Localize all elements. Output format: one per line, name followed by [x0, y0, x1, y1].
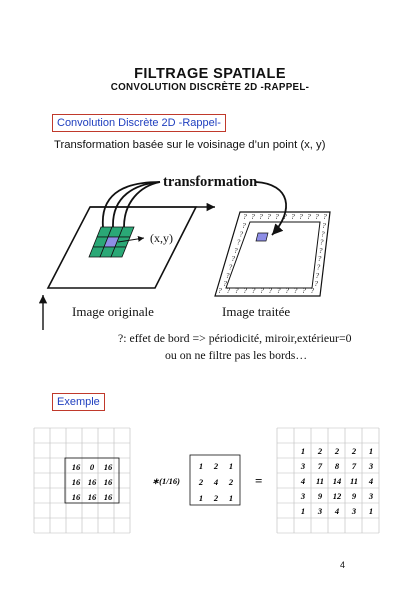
question-mark: ?: [259, 212, 263, 221]
page-number: 4: [340, 560, 346, 570]
question-mark: ?: [307, 212, 311, 221]
question-mark: ?: [243, 286, 247, 295]
matrix-cell: 1: [198, 461, 204, 471]
point-label: (x,y): [150, 231, 173, 245]
example-heading: Exemple: [52, 393, 105, 411]
question-mark: ?: [236, 237, 241, 247]
question-mark: ?: [251, 286, 256, 295]
question-mark: ?: [228, 262, 233, 272]
matrix-cell: 16: [103, 477, 113, 487]
processed-point: [256, 233, 268, 241]
question-mark: ?: [320, 229, 325, 239]
matrix-cell: 16: [87, 477, 97, 487]
matrix-cell: 16: [87, 492, 97, 502]
question-mark: ?: [299, 212, 303, 221]
matrix-cell: 2: [198, 477, 204, 487]
processed-image-label: Image traitée: [222, 304, 291, 319]
matrix-cell: 3: [368, 491, 374, 501]
question-mark: ?: [319, 237, 324, 247]
question-mark: ?: [268, 286, 273, 295]
matrix-cell: 1: [228, 493, 234, 503]
matrix-cell: 14: [332, 476, 342, 486]
question-mark: ?: [243, 212, 247, 221]
matrix-cell: 2: [213, 493, 219, 503]
equals-sign: =: [255, 473, 263, 488]
matrix-cell: 16: [71, 492, 81, 502]
question-mark: ?: [251, 212, 255, 221]
matrix-cell: 3: [351, 506, 357, 516]
kernel-matrix: [198, 461, 234, 503]
question-mark: ?: [276, 286, 281, 295]
example-figure: [0, 420, 420, 545]
section-heading: Convolution Discrète 2D -Rappel-: [52, 114, 226, 132]
matrix-cell: 8: [334, 461, 340, 471]
question-mark: ?: [283, 212, 287, 221]
matrix-cell: 3: [368, 461, 374, 471]
matrix-cell: 7: [351, 461, 357, 471]
transform-curve-2: [113, 182, 160, 227]
matrix-cell: 1: [198, 493, 204, 503]
matrix-cell: 4: [334, 506, 340, 516]
page-subtitle: CONVOLUTION DISCRÈTE 2D -RAPPEL-: [110, 82, 310, 93]
transform-curve-1: [103, 182, 160, 227]
output-grid: [277, 428, 379, 533]
matrix-cell: 9: [317, 491, 323, 501]
question-mark: ?: [260, 286, 264, 295]
matrix-cell: 9: [351, 491, 357, 501]
question-mark: ?: [314, 279, 319, 289]
question-mark: ?: [317, 254, 322, 264]
edge-effect-note: ?: effet de bord => périodicité, miroir,extérieur=0: [118, 331, 352, 345]
matrix-cell: 0: [89, 462, 95, 472]
question-mark: ?: [239, 229, 244, 239]
convolution-operator: ∗(1/16): [152, 476, 180, 486]
input-matrix: [72, 462, 113, 502]
matrix-cell: 16: [71, 477, 81, 487]
question-mark: ?: [291, 212, 295, 221]
question-mark: ?: [234, 286, 239, 295]
matrix-cell: 7: [317, 461, 323, 471]
question-mark: ?: [223, 279, 227, 289]
matrix-cell: 16: [103, 492, 113, 502]
input-grid: [34, 428, 130, 533]
intro-text: Transformation basée sur le voisinage d’un point (x, y): [54, 139, 326, 151]
question-mark: ?: [226, 286, 231, 295]
matrix-cell: 3: [300, 461, 306, 471]
matrix-cell: 2: [334, 446, 340, 456]
question-mark: ?: [225, 270, 230, 280]
transformation-label: transformation: [163, 174, 258, 190]
matrix-cell: 2: [351, 446, 357, 456]
matrix-cell: 2: [317, 446, 323, 456]
matrix-cell: 11: [315, 476, 325, 486]
question-mark: ?: [231, 254, 235, 264]
question-mark: ?: [285, 286, 289, 295]
matrix-cell: 12: [332, 491, 342, 501]
question-mark: ?: [310, 286, 315, 295]
question-mark: ?: [302, 286, 306, 295]
matrix-cell: 4: [213, 477, 219, 487]
edge-question-marks: [218, 212, 327, 295]
matrix-cell: 1: [368, 446, 374, 456]
original-image-label: Image originale: [72, 304, 154, 319]
page-title: FILTRAGE SPATIALE: [134, 66, 286, 82]
question-mark: ?: [242, 221, 246, 230]
matrix-cell: 4: [368, 476, 374, 486]
question-mark: ?: [315, 270, 320, 280]
matrix-cell: 4: [300, 476, 306, 486]
question-mark: ?: [316, 262, 321, 272]
question-mark: ?: [293, 286, 298, 295]
transform-curve-out: [256, 182, 286, 235]
question-mark: ?: [275, 212, 279, 221]
question-mark: ?: [322, 221, 326, 230]
edge-effect-note-2: ou on ne filtre pas les bords…: [165, 348, 308, 362]
matrix-cell: 3: [300, 491, 306, 501]
question-mark: ?: [218, 286, 222, 295]
matrix-cell: 16: [103, 462, 113, 472]
kernel-grid: [89, 227, 134, 257]
matrix-cell: 3: [317, 506, 323, 516]
question-mark: ?: [318, 245, 323, 255]
matrix-cell: 1: [300, 446, 306, 456]
matrix-cell: 16: [71, 462, 81, 472]
matrix-cell: 1: [300, 506, 306, 516]
matrix-cell: 1: [228, 461, 234, 471]
question-mark: ?: [323, 212, 327, 221]
matrix-cell: 2: [228, 477, 234, 487]
matrix-cell: 11: [349, 476, 359, 486]
transform-curve-3: [124, 182, 160, 227]
matrix-cell: 1: [368, 506, 374, 516]
question-mark: ?: [233, 245, 238, 255]
matrix-cell: 2: [213, 461, 219, 471]
question-mark: ?: [315, 212, 319, 221]
question-mark: ?: [267, 212, 271, 221]
